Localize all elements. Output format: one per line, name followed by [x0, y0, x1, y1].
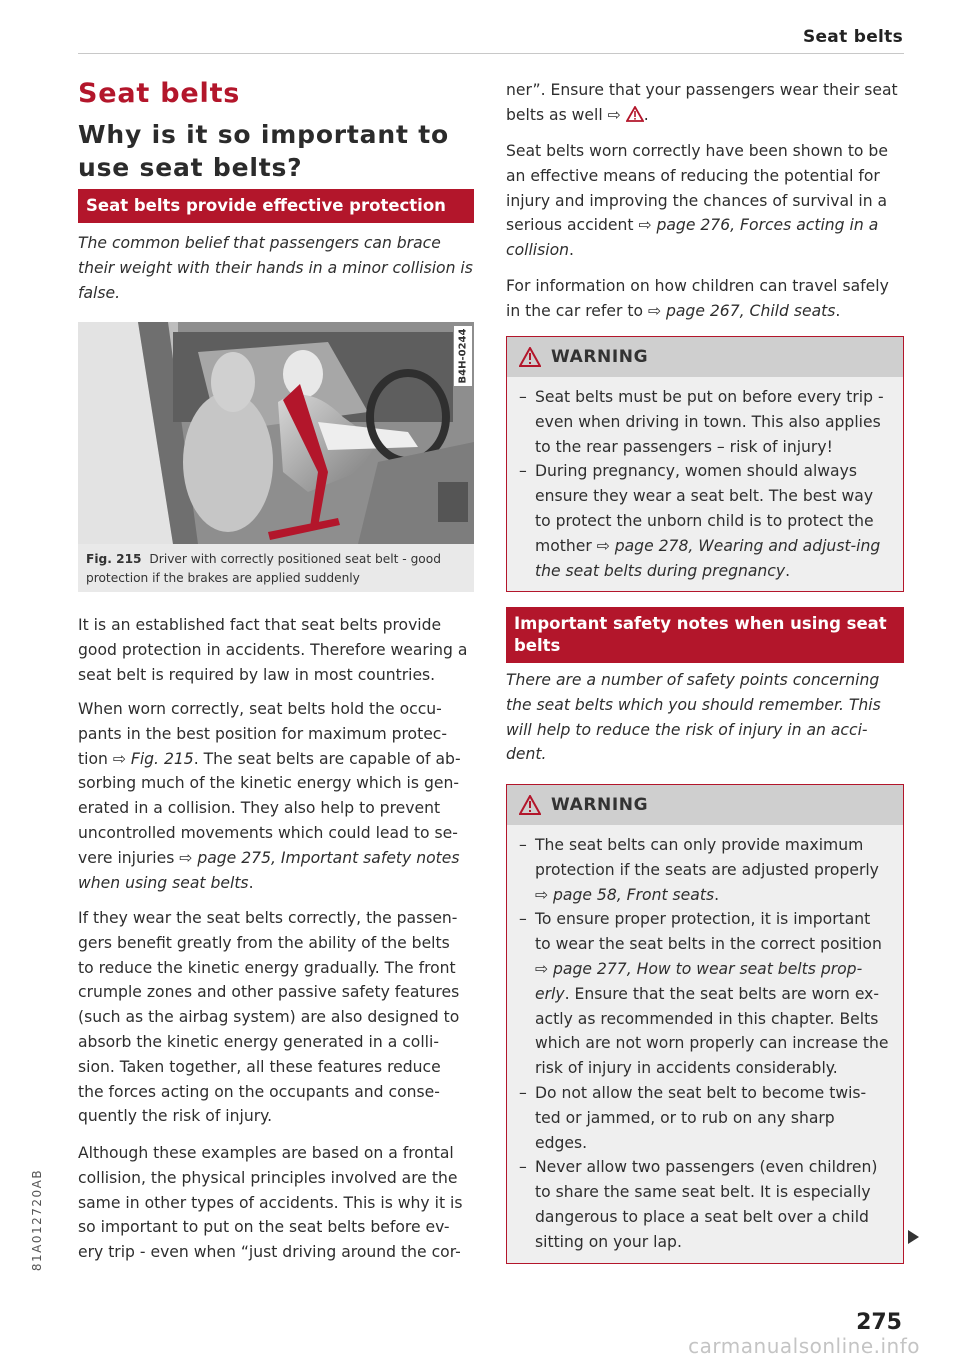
running-title: Seat belts	[802, 27, 903, 47]
watermark: carmanualsonline.info	[688, 1334, 920, 1358]
figure-caption	[86, 550, 470, 588]
warning-item: – Never allow two passengers (even children) to share the same seat belt. It is especially dangerous to place a seat belt over a child sitting on your lap.	[519, 1155, 889, 1254]
cross-reference-link[interactable]: ⇨ page 275, Important safety notes when using seat belts	[78, 848, 460, 892]
warning-title: WARNING	[551, 347, 649, 367]
chapter-title: Seat belts	[78, 78, 241, 109]
warning-triangle-icon	[519, 795, 541, 815]
subsection-bar: Seat belts provide effective protection	[78, 189, 474, 223]
page-number: 275	[856, 1310, 902, 1335]
warning-box	[506, 336, 904, 592]
warning-list	[507, 825, 903, 1263]
paragraph: If they wear the seat belts correctly, the passen-gers benefit greatly from the ability of the belts to reduce the kinetic energy gradually. The front crumple zones and other passive safety features (such as the airbag system) are also designed to absorb the kinetic energy generated in a colli-sion. Taken together, all these features reduce the forces acting on the occupants and conse-quently the risk of injury.	[78, 909, 460, 1126]
paragraph: Although these examples are based on a frontal collision, the physical principles involved are the same in other types of accidents. This is why it is so important to put on the seat belts before ev-ery trip - even when “just driving around the cor-	[78, 1144, 463, 1262]
subsection-bar: Important safety notes when using seat belts	[506, 607, 904, 663]
paragraph: When worn correctly, seat belts hold the occu-pants in the best position for maximum protec-tion ⇨ Fig. 215. The seat belts are capable of ab-sorbing much of the kinetic energy which is gen-erated in a collision. They also help to prevent uncontrolled movements which could lead to se-vere injuries ⇨ page 275, Important safety notes when using seat belts.	[78, 700, 461, 892]
warning-list	[507, 377, 903, 591]
warning-item: – During pregnancy, women should always ensure they wear a seat belt. The best way to protect the unborn child is to protect the mother ⇨ page 278, Wearing and adjust-ing the seat belts during pregnancy.	[519, 459, 889, 583]
continue-arrow-icon	[908, 1230, 919, 1244]
cross-reference-link[interactable]: ⇨ page 58, Front seats	[535, 885, 715, 904]
warning-item: – Do not allow the seat belt to become twis-ted or jammed, or to rub on any sharp edges.	[519, 1081, 889, 1155]
paragraph: It is an established fact that seat belts provide good protection in accidents. Therefore wearing a seat belt is required by law in most countries.	[78, 616, 468, 684]
intro-text: There are a number of safety points concerning the seat belts which you should remember. This will help to reduce the risk of injury in an acci-dent.	[506, 671, 881, 764]
figure-215	[78, 322, 474, 592]
figure-caption-text: Driver with correctly positioned seat belt - good protection if the brakes are applied suddenly	[86, 552, 441, 585]
warning-item: – The seat belts can only provide maximum protection if the seats are adjusted properly ⇨ page 58, Front seats.	[519, 833, 889, 907]
figure-label: Fig. 215	[86, 552, 142, 566]
cross-reference-link[interactable]: ⇨ page 278, Wearing and adjust-ing the seat belts during pregnancy	[535, 536, 881, 580]
paragraph: Seat belts worn correctly have been shown to be an effective means of reducing the potential for injury and improving the chances of survival in a serious accident ⇨ page 276, Forces acting in a collision.	[506, 142, 888, 260]
warning-triangle-icon	[626, 106, 644, 122]
paragraph: For information on how children can travel safely in the car refer to ⇨ page 267, Child seats.	[506, 277, 889, 320]
warning-triangle-icon	[519, 347, 541, 367]
warning-title: WARNING	[551, 795, 649, 815]
cross-reference-link[interactable]: ⇨ page 267, Child seats	[647, 301, 836, 320]
document-code: 81A012720AB	[30, 1168, 44, 1272]
driver-seatbelt-photo	[78, 322, 474, 544]
warning-header	[507, 337, 903, 377]
section-title: Why is it so important to use seat belts?	[78, 120, 449, 182]
cross-reference-link[interactable]: ⇨ page 277, How to wear seat belts prop-erly	[535, 959, 863, 1003]
warning-item: – To ensure proper protection, it is important to wear the seat belts in the correct position ⇨ page 277, How to wear seat belts prop-erly. Ensure that the seat belts are worn ex-actly as recommended in this chapter. Belts which are not worn properly can increase the risk of injury in accidents considerably.	[519, 907, 889, 1081]
header-rule	[78, 53, 904, 54]
warning-item: – Seat belts must be put on before every trip - even when driving in town. This also applies to the rear passengers – risk of injury!	[519, 385, 889, 459]
paragraph: ner”. Ensure that your passengers wear their seat belts as well ⇨ .	[506, 81, 898, 124]
cross-reference-link[interactable]: ⇨ Fig. 215	[112, 749, 194, 768]
intro-text: The common belief that passengers can brace their weight with their hands in a minor collision is false.	[78, 234, 473, 302]
warning-header	[507, 785, 903, 825]
cross-reference-link[interactable]: ⇨	[607, 105, 621, 124]
cross-reference-link[interactable]: ⇨ page 276, Forces acting in a collision	[506, 216, 879, 260]
warning-box	[506, 784, 904, 1264]
figure-code: B4H-0244	[454, 326, 472, 386]
